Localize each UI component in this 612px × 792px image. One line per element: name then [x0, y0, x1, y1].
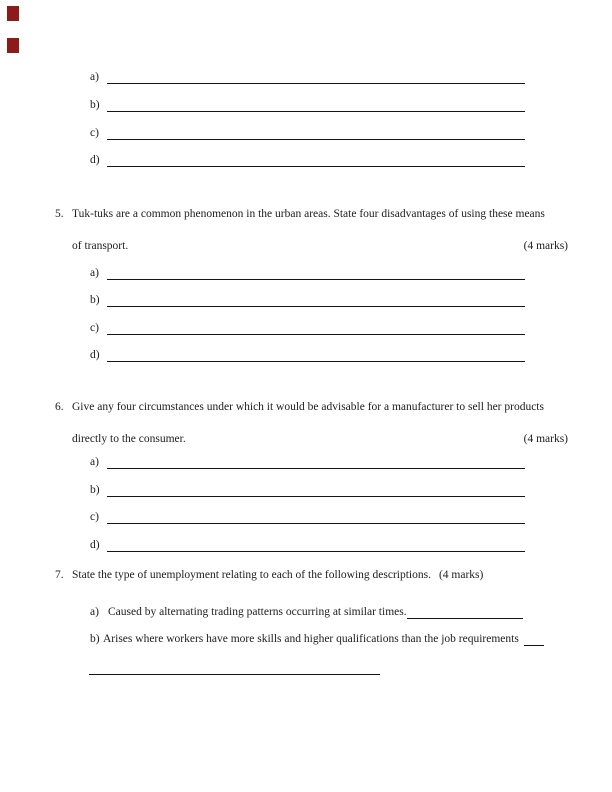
answer-row — [90, 153, 525, 167]
question-7-line — [0, 568, 568, 582]
answer-blank-line — [107, 306, 525, 307]
item-label: b) — [90, 633, 100, 645]
answer-label: c) — [90, 322, 99, 334]
question-5-line-2 — [0, 239, 568, 253]
item-text: Caused by alternating trading patterns occurring at similar times. — [108, 606, 407, 618]
answer-row — [90, 510, 525, 524]
answer-blank-line — [107, 496, 525, 497]
answer-row — [90, 70, 525, 84]
answer-row — [90, 455, 525, 469]
answer-label: d) — [90, 539, 100, 551]
answer-row — [90, 98, 525, 112]
answer-blank-line — [107, 279, 525, 280]
marks-label: (4 marks) — [523, 433, 568, 445]
answer-blank-line — [107, 361, 525, 362]
question-number: 7. — [55, 569, 64, 581]
item-text: Arises where workers have more skills and higher qualifications than the job requirements — [103, 633, 519, 645]
answer-blank-line — [524, 645, 544, 646]
question-7-item-b — [90, 632, 544, 646]
answer-blank-line — [107, 551, 525, 552]
answer-label: d) — [90, 349, 100, 361]
answer-blank-line — [107, 334, 525, 335]
answer-row — [90, 348, 525, 362]
answer-label: b) — [90, 99, 100, 111]
marks-label: (4 marks) — [438, 569, 484, 581]
answer-label: a) — [90, 71, 99, 83]
question-text: Give any four circumstances under which it would be advisable for a manufacturer to sell her products — [72, 401, 544, 413]
question-7-item-a — [90, 605, 523, 619]
marks-label: (4 marks) — [523, 240, 568, 252]
answer-label: b) — [90, 484, 100, 496]
answer-label: a) — [90, 456, 99, 468]
answer-blank-line — [107, 83, 525, 84]
answer-row — [90, 126, 525, 140]
answer-blank-line — [107, 111, 525, 112]
answer-blank-line — [407, 618, 523, 619]
answer-label: c) — [90, 127, 99, 139]
red-corner-mark — [7, 6, 19, 21]
question-text: of transport. — [72, 240, 129, 252]
answer-label: a) — [90, 267, 99, 279]
red-corner-mark — [7, 38, 19, 53]
question-6-line-2 — [0, 432, 568, 446]
question-text: directly to the consumer. — [72, 433, 186, 445]
answer-row — [90, 293, 525, 307]
answer-label: c) — [90, 511, 99, 523]
answer-blank-line-continuation — [89, 660, 380, 675]
answer-row — [90, 538, 525, 552]
answer-row — [90, 266, 525, 280]
question-text: State the type of unemployment relating to each of the following descriptions. — [72, 569, 431, 581]
answer-blank-line — [107, 139, 525, 140]
item-label: a) — [90, 606, 99, 618]
answer-blank-line — [107, 468, 525, 469]
question-6-line-1 — [0, 400, 568, 414]
answer-label: d) — [90, 154, 100, 166]
answer-blank-line — [107, 166, 525, 167]
answer-blank-line — [107, 523, 525, 524]
question-number: 5. — [55, 208, 64, 220]
question-text: Tuk-tuks are a common phenomenon in the urban areas. State four disadvantages of using these means — [72, 208, 545, 220]
question-number: 6. — [55, 401, 64, 413]
question-5-line-1 — [0, 207, 568, 221]
answer-label: b) — [90, 294, 100, 306]
answer-row — [90, 321, 525, 335]
answer-row — [90, 483, 525, 497]
